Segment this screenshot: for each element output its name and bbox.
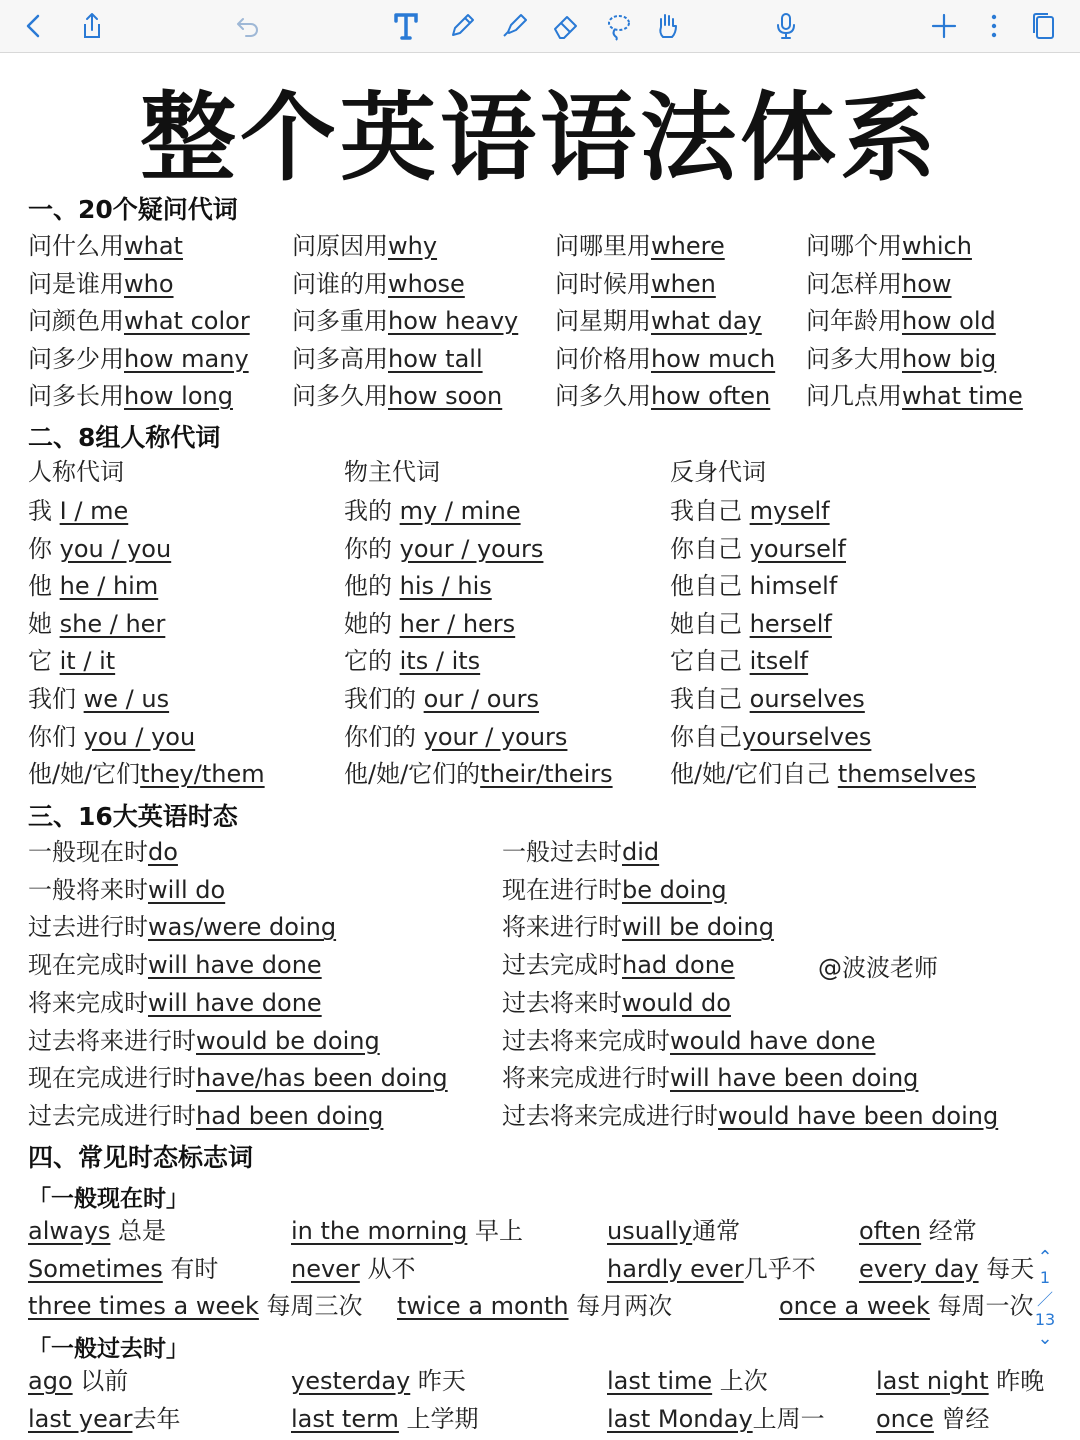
english-term: he / him [59,572,159,601]
simple-present-marker-cell [291,1216,523,1246]
marker-meaning: 有时 [162,1254,219,1283]
chinese-label: 问多少用 [28,344,124,373]
pronoun-cell [344,646,480,676]
english-term: will have done [148,988,322,1017]
chinese-label: 问颜色用 [28,307,124,335]
english-term: will do [148,875,226,904]
marker-meaning: 每天 [978,1254,1035,1283]
pronoun-cell [670,684,865,714]
current-page: 1 [1039,1268,1051,1287]
marker-phrase: last night [876,1367,989,1395]
interrogative-cell [292,231,437,261]
english-term: how old [902,307,996,335]
tense-cell [28,1026,380,1056]
pronoun-cell [670,646,808,676]
english-term: you / you [83,722,196,751]
pronoun-cell [28,571,158,601]
chinese-label: 你的 [344,534,400,563]
chinese-label: 她自己 [670,609,750,638]
tense-cell [502,837,659,867]
pronoun-cell [28,496,128,526]
simple-present-marker-cell [291,1254,415,1284]
marker-meaning: 上学期 [398,1404,479,1433]
chinese-label: 问价格用 [555,344,651,373]
english-term: you / you [59,534,172,563]
english-term: itself [749,647,809,676]
interrogative-cell [806,381,1023,411]
tense-cell [502,875,727,905]
marker-phrase: yesterday [291,1367,411,1395]
simple-present-marker-cell [607,1254,816,1284]
chinese-label: 我的 [344,497,400,525]
chinese-label: 我自己 [670,685,750,713]
marker-meaning: 昨晚 [988,1367,1045,1395]
chinese-label: 她的 [344,609,400,638]
tense-cell [28,837,178,867]
english-term: their/theirs [480,760,613,789]
marker-phrase: last time [607,1367,713,1395]
marker-phrase: last Monday [607,1404,753,1433]
interrogative-cell [292,381,502,411]
english-term: would have done [670,1026,876,1055]
english-term: how long [124,382,233,410]
english-term: have/has been doing [196,1064,448,1093]
chinese-label: 一般过去时 [502,838,622,866]
pronoun-cell [670,534,846,564]
page-navigator [1030,1248,1060,1349]
pronoun-cell [28,646,115,676]
english-term: what time [902,382,1023,410]
english-term: how soon [388,382,503,410]
chinese-label: 问多重用 [292,307,388,335]
pronoun-cell [670,571,837,601]
english-term: what color [124,307,250,335]
pronoun-header-possessive: 物主代词 [344,458,440,486]
simple-present-marker-cell [779,1291,1034,1321]
tense-cell [502,1063,918,1093]
pronoun-header-personal: 人称代词 [28,458,124,486]
english-term: her / hers [399,609,516,638]
tense-cell [28,950,322,980]
chinese-label: 问哪个用 [806,232,902,260]
english-term: my / mine [399,497,521,525]
pencil-icon[interactable] [442,6,482,46]
chinese-label: 过去将来进行时 [28,1026,196,1055]
marker-meaning: 从不 [359,1254,416,1283]
english-term: had done [622,951,735,980]
marker-meaning: 每月两次 [568,1292,673,1320]
english-term: why [388,232,438,260]
pronoun-cell [670,609,832,639]
marker-phrase: ago [28,1367,73,1395]
simple-past-marker-cell [291,1404,479,1434]
chinese-label: 问什么用 [28,232,124,260]
text-tool-icon[interactable] [386,6,426,46]
chinese-label: 过去进行时 [28,913,148,942]
hand-icon[interactable] [648,6,688,46]
english-term: myself [749,497,830,525]
chinese-label: 你自己 [670,722,742,751]
chinese-label: 问谁的用 [292,269,388,298]
page-down-chevron-icon[interactable]: ⌄ [1037,1328,1053,1349]
english-term: we / us [83,685,170,713]
pages-icon[interactable] [1024,6,1064,46]
chinese-label: 将来完成时 [28,988,148,1017]
simple-present-marker-cell [859,1216,977,1246]
interrogative-cell [555,344,775,374]
simple-past-marker-cell [607,1404,825,1434]
pronoun-cell [670,722,871,752]
simple-present-marker-cell [28,1216,166,1246]
chinese-label: 问年龄用 [806,307,902,335]
marker-phrase: hardly ever [607,1254,744,1283]
chinese-label: 过去完成进行时 [28,1101,196,1130]
chinese-label: 现在完成时 [28,951,148,980]
subheading-simple-present: 「一般现在时」 [28,1186,189,1212]
chinese-label: 一般将来时 [28,875,148,904]
chinese-label: 他 [28,572,60,601]
interrogative-cell [806,306,996,336]
pronoun-cell [344,571,492,601]
simple-present-marker-cell [607,1216,740,1246]
chinese-label: 我 [28,497,60,525]
chinese-label: 问是谁用 [28,269,124,298]
simple-present-marker-cell [859,1254,1034,1284]
marker-meaning: 几乎不 [743,1254,816,1283]
chinese-label: 问多长用 [28,382,124,410]
english-term: how often [651,382,771,410]
english-term: would be doing [196,1026,380,1055]
chinese-label: 你们的 [344,722,424,751]
share-icon[interactable] [72,6,112,46]
english-term: would have been doing [718,1101,999,1130]
pronoun-cell [344,684,539,714]
pronoun-cell [344,759,613,789]
chinese-label: 过去将来时 [502,988,622,1017]
section-heading-tense-markers: 四、常见时态标志词 [28,1143,254,1172]
english-term: how tall [388,344,483,373]
chinese-label: 她 [28,609,60,638]
watermark: @波波老师 [818,954,938,982]
pronoun-cell [28,722,195,752]
pronoun-header-reflexive: 反身代词 [670,458,766,486]
english-term: she / her [59,609,166,638]
highlighter-icon[interactable] [494,6,534,46]
english-term: how big [902,344,997,373]
marker-meaning: 通常 [692,1217,741,1245]
microphone-icon[interactable] [766,6,806,46]
english-term: your / yours [399,534,544,563]
tense-cell [28,1101,383,1131]
marker-phrase: often [859,1217,922,1245]
lasso-icon[interactable] [598,6,638,46]
marker-phrase: never [291,1254,360,1283]
english-term: will be doing [622,913,774,942]
chinese-label: 他/她/它们自己 [670,760,838,789]
chinese-label: 问几点用 [806,382,902,410]
tense-cell [502,1101,998,1131]
chinese-label: 问多高用 [292,344,388,373]
english-term: did [622,838,660,866]
marker-phrase: once a week [779,1292,930,1320]
chinese-label: 它 [28,647,60,676]
interrogative-cell [555,231,725,261]
chinese-label: 现在进行时 [502,875,622,904]
english-term: I / me [59,497,129,525]
chinese-label: 问时候用 [555,269,651,298]
chinese-label: 过去将来完成进行时 [502,1101,718,1130]
page-title: 整个英语语法体系 [140,82,940,194]
tense-cell [502,1026,875,1056]
english-term: do [148,838,178,866]
english-term: had been doing [196,1101,384,1130]
chinese-label: 我们的 [344,685,424,713]
simple-present-marker-cell [28,1291,363,1321]
back-chevron-icon[interactable] [14,6,54,46]
marker-meaning: 上周一 [752,1404,825,1433]
english-term: what day [651,307,762,335]
chinese-label: 问多久用 [555,382,651,410]
chinese-label: 过去完成时 [502,951,622,980]
english-term: our / ours [423,685,540,713]
marker-meaning: 总是 [110,1217,167,1245]
pronoun-cell [344,722,567,752]
page-up-chevron-icon[interactable]: ⌃ [1037,1247,1053,1268]
chinese-label: 你们 [28,722,84,751]
marker-meaning: 早上 [467,1217,523,1245]
english-term: what [124,232,183,260]
interrogative-cell [806,269,952,299]
marker-meaning: 每周三次 [258,1292,363,1320]
chinese-label: 问星期用 [555,307,651,335]
interrogative-cell [555,306,762,336]
interrogative-cell [28,381,233,411]
english-term: how heavy [388,307,519,335]
english-term: where [651,232,725,260]
marker-phrase: last term [291,1404,399,1433]
more-icon[interactable] [974,6,1014,46]
pronoun-cell [670,496,830,526]
marker-phrase: three times a week [28,1292,259,1320]
interrogative-cell [28,306,250,336]
chinese-label: 你 [28,534,60,563]
english-term: how [902,269,952,298]
pronoun-cell [670,759,976,789]
english-term: its / its [399,647,481,676]
section-heading-interrogatives: 一、20个疑问代词 [28,195,238,224]
english-term: who [124,269,174,298]
english-term: would do [622,988,731,1017]
undo-icon[interactable] [228,6,268,46]
simple-present-marker-cell [397,1291,672,1321]
interrogative-cell [28,344,249,374]
chinese-label: 问怎样用 [806,269,902,298]
pronoun-cell [344,609,515,639]
marker-phrase: every day [859,1254,979,1283]
interrogative-cell [806,231,972,261]
english-term: it / it [59,647,116,676]
marker-phrase: always [28,1217,111,1245]
english-term: herself [749,609,832,638]
tense-cell [28,912,336,942]
marker-phrase: last year [28,1404,133,1433]
chinese-label: 将来进行时 [502,913,622,942]
marker-phrase: in the morning [291,1217,468,1245]
interrogative-cell [806,344,996,374]
marker-phrase: usually [607,1217,693,1245]
interrogative-cell [555,381,770,411]
english-term: his / his [399,572,492,601]
toolbar [0,0,1080,53]
simple-past-marker-cell [607,1366,768,1396]
page-separator: ／ [1036,1290,1053,1309]
marker-meaning: 每周一次 [929,1292,1034,1320]
marker-meaning: 经常 [921,1217,977,1245]
tense-cell [502,912,774,942]
marker-meaning: 曾经 [933,1404,990,1433]
english-term: yourself [749,534,846,563]
chinese-label: 你自己 [670,534,750,563]
simple-present-marker-cell [28,1254,218,1284]
english-term: they/them [140,760,265,789]
english-term: when [651,269,716,298]
section-heading-tenses: 三、16大英语时态 [28,802,238,831]
marker-phrase: twice a month [397,1292,569,1320]
english-term: your / yours [423,722,568,751]
tense-cell [28,988,322,1018]
english-term: ourselves [749,685,865,713]
english-term: themselves [837,760,976,789]
simple-past-marker-cell [291,1366,466,1396]
interrogative-cell [555,269,716,299]
marker-meaning: 以前 [72,1367,129,1395]
marker-meaning: 上次 [712,1367,768,1395]
pronoun-cell [28,684,169,714]
marker-phrase: once [876,1404,934,1433]
pronoun-cell [344,496,521,526]
section-heading-pronouns: 二、8组人称代词 [28,423,221,452]
tense-cell [502,988,731,1018]
marker-meaning: 去年 [132,1404,181,1433]
english-term: how many [124,344,249,373]
subheading-simple-past: 「一般过去时」 [28,1336,189,1362]
chinese-label: 问多久用 [292,382,388,410]
english-term: will have done [148,951,322,980]
english-term: was/were doing [148,913,337,942]
chinese-label: 我们 [28,685,84,713]
chinese-label: 我自己 [670,497,750,525]
english-term: how much [651,344,776,373]
chinese-label: 现在完成进行时 [28,1064,196,1093]
english-term: yourselves [742,722,872,751]
chinese-label: 问原因用 [292,232,388,260]
interrogative-cell [28,269,174,299]
chinese-label: 过去将来完成时 [502,1026,670,1055]
chinese-label: 他/她/它们的 [344,760,481,789]
simple-past-marker-cell [876,1366,1044,1396]
chinese-label: 将来完成进行时 [502,1064,670,1093]
pronoun-cell [28,759,265,789]
marker-meaning: 昨天 [410,1367,466,1395]
total-pages: 13 [1034,1310,1056,1329]
simple-past-marker-cell [28,1404,180,1434]
simple-past-marker-cell [876,1404,990,1434]
simple-past-marker-cell [28,1366,128,1396]
chinese-label: 他自己 himself [670,572,838,601]
chinese-label: 问多大用 [806,344,902,373]
tense-cell [502,950,735,980]
chinese-label: 它的 [344,647,400,676]
pronoun-cell [28,609,165,639]
english-term: which [902,232,972,260]
interrogative-cell [292,344,483,374]
chinese-label: 他的 [344,572,400,601]
english-term: whose [388,269,465,298]
eraser-icon[interactable] [546,6,586,46]
tense-cell [28,875,225,905]
chinese-label: 问哪里用 [555,232,651,260]
tense-cell [28,1063,448,1093]
english-term: will have been doing [670,1064,919,1093]
chinese-label: 它自己 [670,647,750,676]
interrogative-cell [28,231,183,261]
interrogative-cell [292,306,518,336]
chinese-label: 他/她/它们 [28,760,141,789]
english-term: be doing [622,875,727,904]
pronoun-cell [28,534,171,564]
add-icon[interactable] [924,6,964,46]
chinese-label: 一般现在时 [28,838,148,866]
marker-phrase: Sometimes [28,1254,163,1283]
interrogative-cell [292,269,465,299]
pronoun-cell [344,534,543,564]
